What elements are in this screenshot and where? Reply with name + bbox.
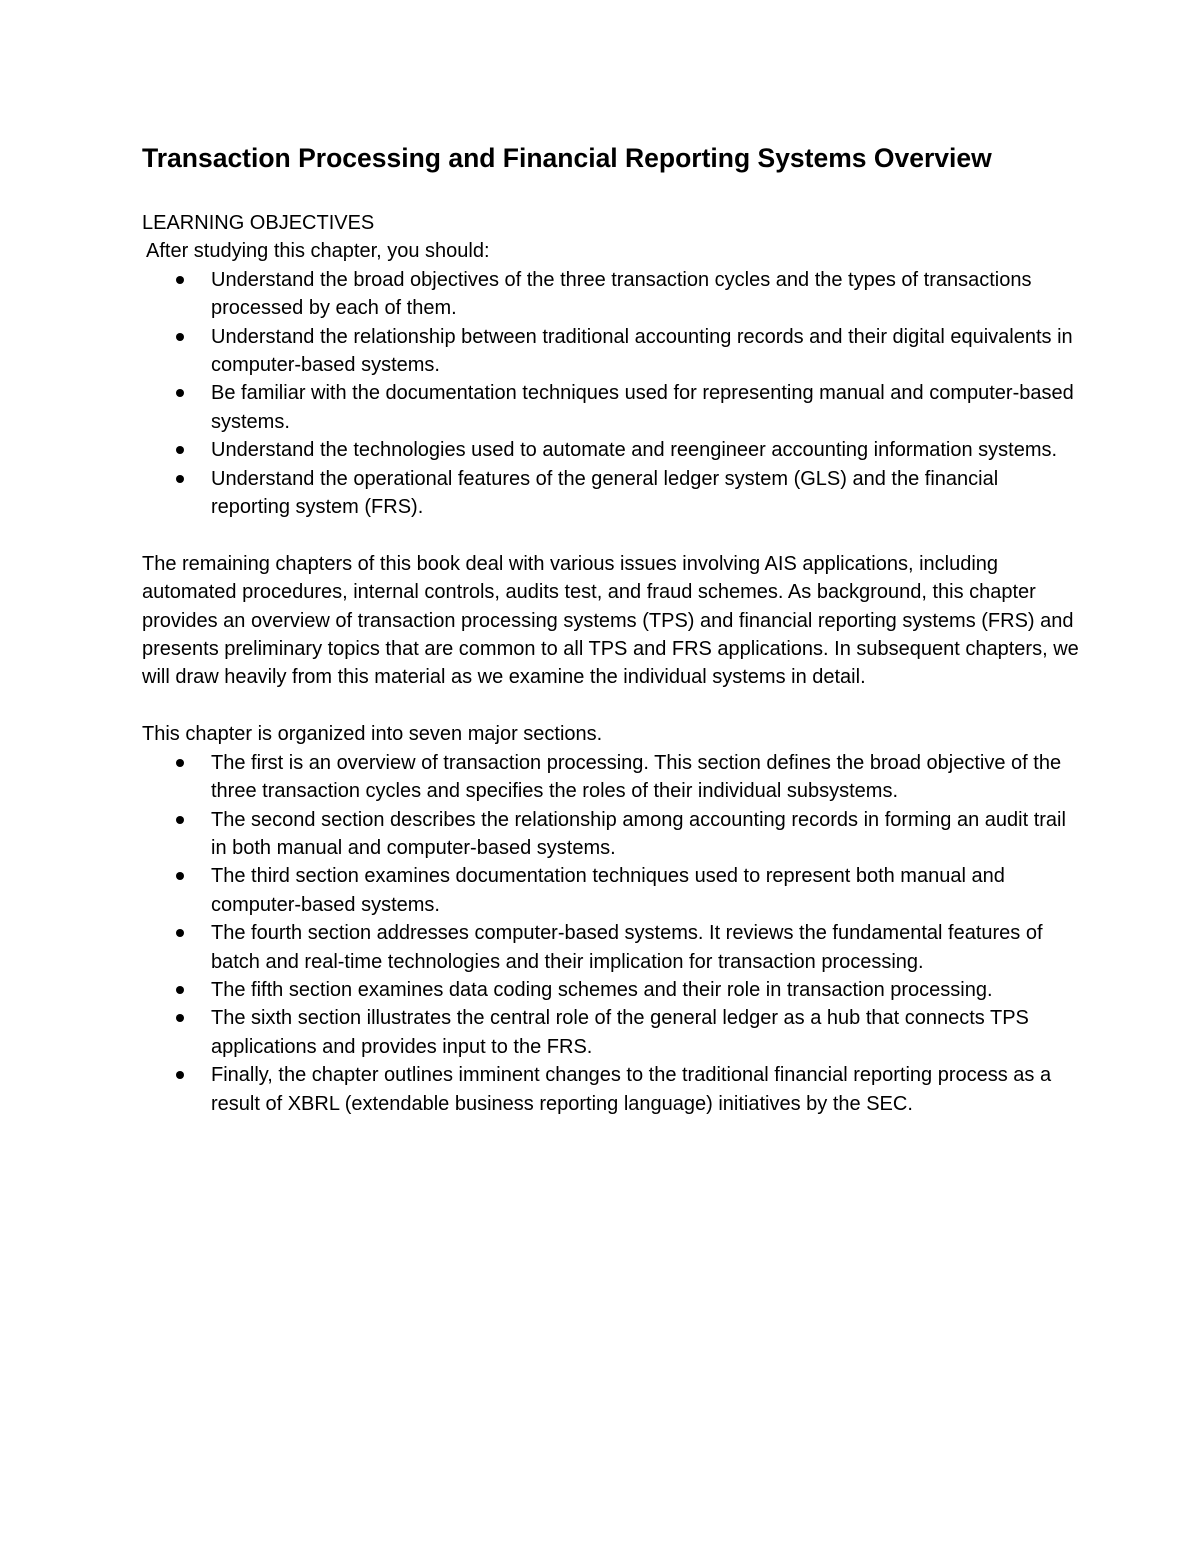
bullet-icon <box>176 759 184 767</box>
bullet-icon <box>176 475 184 483</box>
list-item <box>211 379 1080 436</box>
body-paragraph: The remaining chapters of this book deal with various issues involving AIS applications, including automated procedures, internal controls, audits test, and fraud schemes. As background, this chapter provides an overview of transaction processing systems (TPS) and financial reporting systems (FRS) and presents preliminary topics that are common to all TPS and FRS applications. In subsequent chapters, we will draw heavily from this material as we examine the individual systems in detail. <box>142 552 1079 689</box>
list-item <box>211 1004 1080 1061</box>
section-text: The first is an overview of transaction processing. This section defines the broad objective of the three transaction cycles and specifies the roles of their individual subsystems. <box>211 751 1062 803</box>
sections-intro: This chapter is organized into seven major sections. <box>142 723 603 746</box>
list-item <box>211 749 1080 806</box>
bullet-icon <box>176 816 184 824</box>
section-text: The fourth section addresses computer-based systems. It reviews the fundamental features of batch and real-time technologies and their implication for transaction processing. <box>211 922 1043 973</box>
bullet-icon <box>176 986 184 994</box>
objective-text: Understand the technologies used to automate and reengineer accounting information systems. <box>211 439 1058 462</box>
bullet-icon <box>176 1014 184 1022</box>
list-item <box>211 266 1080 323</box>
list-item <box>211 976 1080 1004</box>
section-text: The fifth section examines data coding schemes and their role in transaction processing. <box>211 978 993 1001</box>
bullet-icon <box>176 446 184 454</box>
list-item <box>211 806 1080 863</box>
sections-list <box>142 749 1080 1118</box>
list-item <box>211 436 1080 464</box>
section-text: The second section describes the relationship among accounting records in forming an audit trail in both manual and computer-based systems. <box>211 808 1066 859</box>
list-item <box>211 465 1080 522</box>
objectives-heading: LEARNING OBJECTIVES <box>142 212 375 234</box>
bullet-icon <box>176 929 184 937</box>
document-title: Transaction Processing and Financial Reporting Systems Overview <box>142 143 992 173</box>
list-item <box>211 862 1080 919</box>
bullet-icon <box>176 276 184 284</box>
objective-text: Understand the broad objectives of the three transaction cycles and the types of transactions processed by each of them. <box>211 268 1032 320</box>
list-item <box>211 1061 1080 1118</box>
bullet-icon <box>176 333 184 341</box>
section-text: The sixth section illustrates the central role of the general ledger as a hub that connects TPS applications and provides input to the FRS. <box>211 1007 1029 1058</box>
section-text: Finally, the chapter outlines imminent changes to the traditional financial reporting process as a result of XBRL (extendable business reporting language) initiatives by the SEC. <box>211 1064 1052 1115</box>
bullet-icon <box>176 1071 184 1079</box>
list-item <box>211 919 1080 976</box>
objective-text: Be familiar with the documentation techniques used for representing manual and computer-based systems. <box>211 382 1074 433</box>
bullet-icon <box>176 872 184 880</box>
objective-text: Understand the operational features of the general ledger system (GLS) and the financial reporting system (FRS). <box>211 467 999 519</box>
section-text: The third section examines documentation techniques used to represent both manual and computer-based systems. <box>211 865 1005 916</box>
objectives-intro: After studying this chapter, you should: <box>146 240 490 263</box>
bullet-icon <box>176 389 184 397</box>
list-item <box>211 323 1080 380</box>
objective-text: Understand the relationship between traditional accounting records and their digital equivalents in computer-based systems. <box>211 325 1073 377</box>
objectives-list <box>142 266 1080 522</box>
